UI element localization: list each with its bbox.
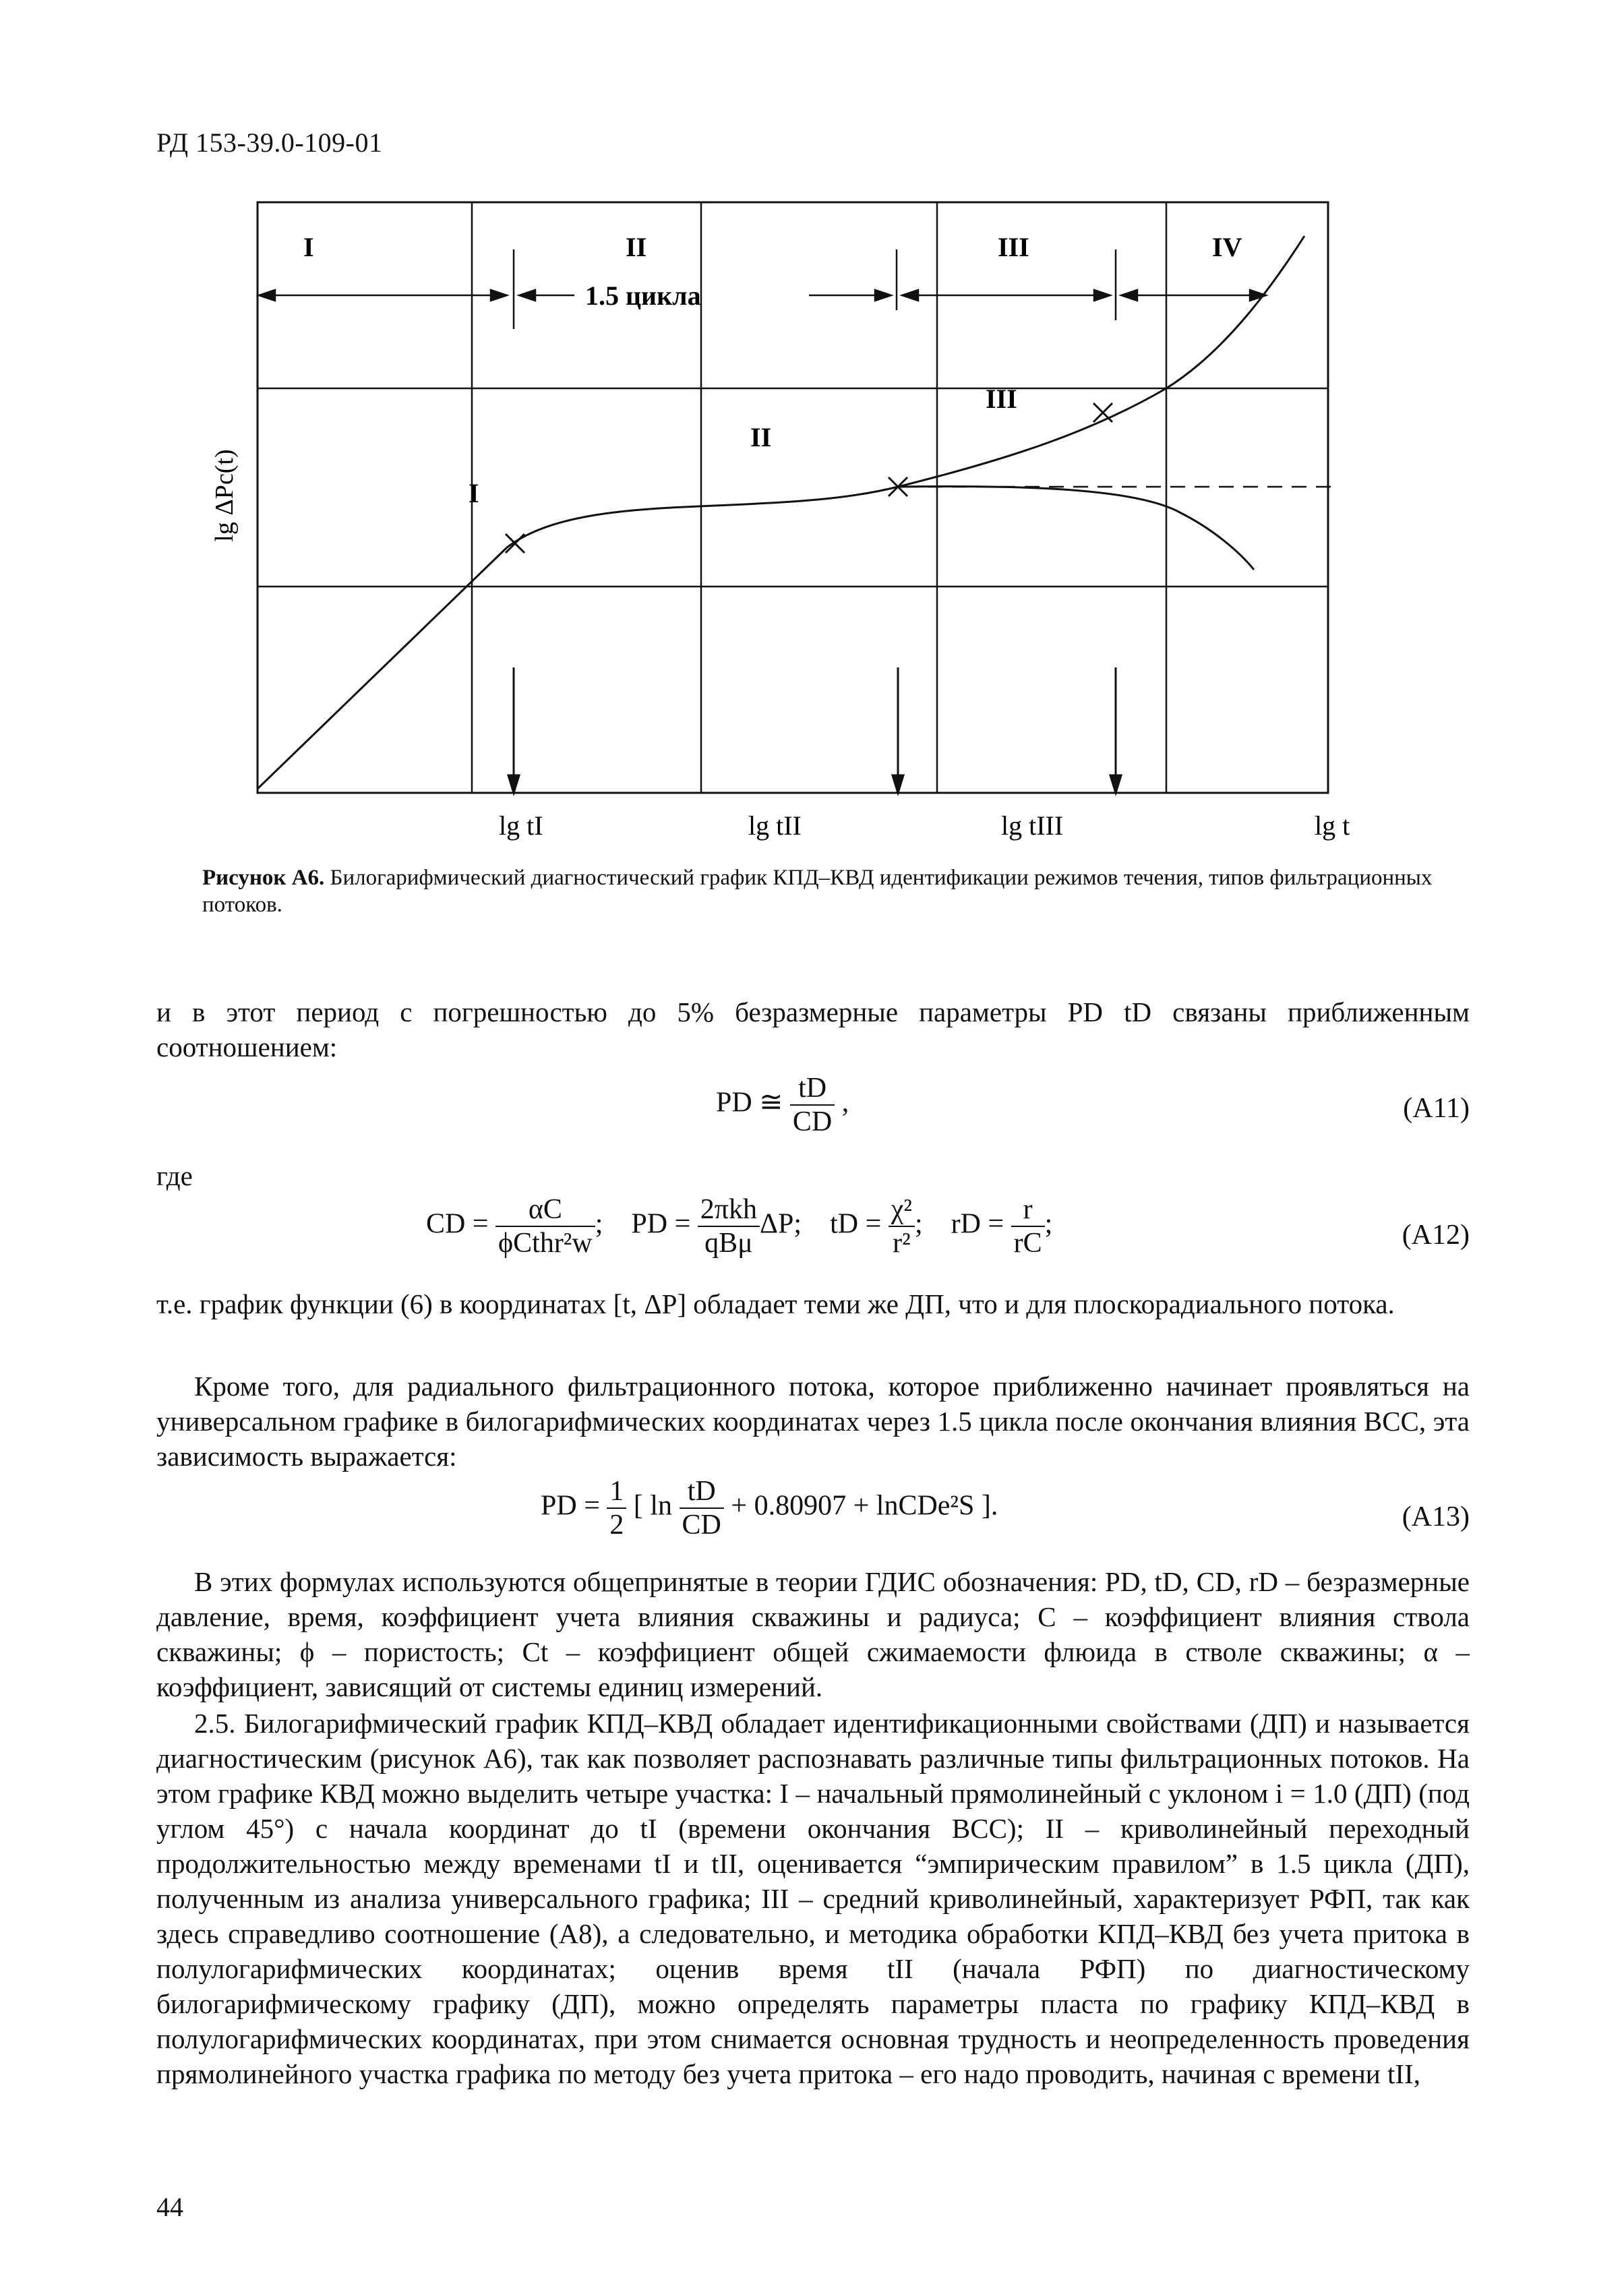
eq-a13-ln: [ ln bbox=[633, 1490, 673, 1522]
eq-a12-cd-lhs: CD = bbox=[426, 1208, 489, 1240]
eq-a12-number: (A12) bbox=[1402, 1220, 1470, 1251]
eq-a12-sep1: ; bbox=[595, 1208, 603, 1240]
eq-a12-pd-frac bbox=[698, 1193, 760, 1259]
x-label-t: lg t bbox=[1315, 810, 1350, 841]
caption-text: Билогарифмический диагностический график КПД–КВД идентификации режимов течения, типов фильтрационных потоков. bbox=[202, 866, 1433, 917]
equation-a11 bbox=[156, 1072, 1470, 1146]
zone-label-ii: II bbox=[626, 232, 647, 262]
eq-a12-pd-den: qBμ bbox=[704, 1228, 753, 1259]
eq-a12-pd-tail: ΔP; bbox=[760, 1208, 802, 1240]
eq-a12-rd-lhs: rD = bbox=[951, 1208, 1004, 1240]
paragraph-2: т.е. график функции (6) в координатах [t, ΔP] обладает теми же ДП, что и для плоскорадиального потока. bbox=[156, 1288, 1395, 1319]
eq-a13-half bbox=[607, 1475, 626, 1541]
figure-caption bbox=[202, 864, 1470, 918]
page-number: 44 bbox=[156, 2192, 183, 2222]
y-axis-label: lg ΔPc(t) bbox=[210, 449, 239, 542]
equation-a13 bbox=[156, 1475, 1470, 1563]
eq-a13-num: tD bbox=[680, 1475, 724, 1509]
eq-a12-td-num: χ² bbox=[889, 1193, 915, 1227]
lower-curve bbox=[898, 486, 1254, 570]
eq-a13-half-den: 2 bbox=[609, 1510, 624, 1541]
x-label-tI: lg tI bbox=[499, 810, 543, 841]
diagnostic-figure bbox=[202, 196, 1429, 843]
eq-a12-rd-num: r bbox=[1011, 1193, 1045, 1227]
x-label-tII: lg tII bbox=[748, 810, 802, 841]
equation-a12 bbox=[156, 1193, 1470, 1281]
eq-a12-cd-den: ϕCthr²w bbox=[498, 1228, 593, 1259]
where-label: где bbox=[156, 1160, 193, 1191]
eq-a11-tail: , bbox=[841, 1087, 849, 1118]
cross-markers bbox=[506, 403, 1112, 553]
eq-a11-num: tD bbox=[790, 1072, 835, 1106]
eq-a13-half-num: 1 bbox=[607, 1475, 626, 1509]
paragraph-5: 2.5. Билогарифмический график КПД–КВД обладает идентификационными свойствами (ДП) и называется диагностическим (рисунок А6), так как позволяет распознавать различные типы фильтрационных потоков. На этом графике КВД можно выделить четыре участка: I – начальный прямолинейный с уклоном i = 1.0 (ДП) (под углом 45°) с начала координат до tI (времени окончания ВСС); II – криволинейный переходный продолжительностью между временами tI и tII, оценивается “эмпирическим правилом” в 1.5 цикла (ДП), полученным из анализа универсального графика; III – средний криволинейный, характеризует РФП, так как здесь справедливо соотношение (A8), а следовательно, и методика обработки КПД–КВД без учета притока в полулогарифмических координатах; оценив время tII (начала РФП) по диагностическому билогарифмическому графику (ДП), можно определять параметры пласта по графику КПД–КВД в полулогарифмических координатах, при этом снимается основная трудность и неопределенность проведения прямолинейного участка графика по методу без учета притока – его надо проводить, начиная с времени tII, bbox=[156, 1708, 1470, 2089]
eq-a12-rd-den: rC bbox=[1013, 1228, 1042, 1259]
eq-a13-den: CD bbox=[682, 1510, 721, 1541]
zone-label-iii: III bbox=[998, 232, 1029, 262]
paragraph-3: Кроме того, для радиального фильтрационного потока, которое приближенно начинает проявляться на универсальном графике в билогарифмических координатах через 1.5 цикла после окончания влияния ВСС, эта зависимость выражается: bbox=[156, 1371, 1470, 1472]
eq-a12-sep3: ; bbox=[1044, 1208, 1053, 1240]
eq-a12-rd-frac bbox=[1011, 1193, 1045, 1259]
eq-a12-cd-num: αC bbox=[495, 1193, 595, 1227]
eq-a12-td-frac bbox=[889, 1193, 915, 1259]
eq-a13-frac bbox=[680, 1475, 724, 1541]
eq-a12-sep2: ; bbox=[914, 1208, 923, 1240]
diagnostic-plot bbox=[202, 196, 1429, 843]
eq-a11-fraction bbox=[790, 1072, 835, 1138]
plot-frame bbox=[258, 202, 1328, 793]
eq-a11-lhs: PD ≅ bbox=[716, 1087, 783, 1118]
document-code: РД 153-39.0-109-01 bbox=[156, 127, 383, 158]
time-arrows bbox=[508, 667, 1121, 793]
upper-curve bbox=[898, 236, 1304, 487]
eq-a12-pd-num: 2πkh bbox=[698, 1193, 760, 1227]
regime-label-iii: III bbox=[986, 384, 1017, 414]
regime-label-i: I bbox=[469, 478, 479, 508]
regime-label-ii: II bbox=[750, 422, 772, 452]
caption-label: Рисунок А6. bbox=[202, 866, 325, 890]
zone-label-iv: IV bbox=[1212, 232, 1242, 262]
eq-a13-lhs: PD = bbox=[541, 1490, 600, 1522]
paragraph-4: В этих формулах используются общепринятые в теории ГДИС обозначения: PD, tD, CD, rD – безразмерные давление, время, коэффициент учета влияния скважины и радиуса; C – коэффициент влияния ствола скважины; ϕ – пористость; Ct – коэффициент общей сжимаемости флюида в стволе скважины; α – коэффициент, зависящий от системы единиц измерений. bbox=[156, 1566, 1470, 1702]
eq-a13-tail: + 0.80907 + lnCDe²S ]. bbox=[731, 1490, 998, 1522]
cycles-label: 1.5 цикла bbox=[585, 280, 701, 311]
eq-a12-cd-frac bbox=[495, 1193, 595, 1259]
eq-a11-number: (A11) bbox=[1403, 1093, 1470, 1124]
paragraph-1: и в этот период с погрешностью до 5% безразмерные параметры PD tD связаны приближенным соотношением: bbox=[156, 996, 1470, 1063]
eq-a12-pd-lhs: PD = bbox=[631, 1208, 691, 1240]
eq-a12-td-lhs: tD = bbox=[830, 1208, 882, 1240]
eq-a13-number: (A13) bbox=[1402, 1501, 1470, 1532]
zone-label-i: I bbox=[303, 232, 314, 262]
eq-a11-den: CD bbox=[792, 1106, 833, 1137]
eq-a12-td-den: r² bbox=[893, 1228, 911, 1259]
straight-line-segment bbox=[258, 547, 507, 789]
x-label-tIII: lg tIII bbox=[1001, 810, 1064, 841]
transition-curve bbox=[507, 487, 898, 547]
